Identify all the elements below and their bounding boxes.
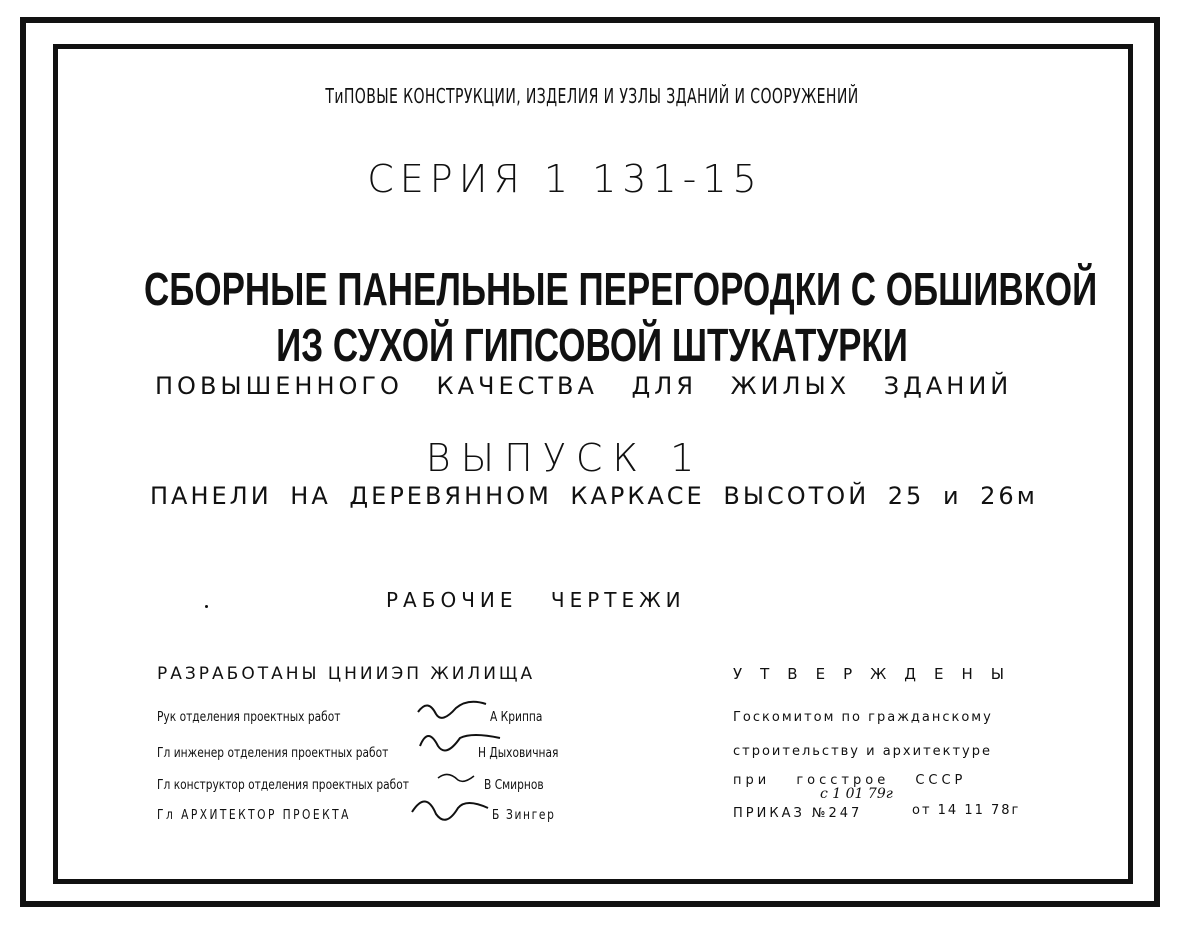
title-line-1: СБОРНЫЕ ПАНЕЛЬНЫЕ ПЕРЕГОРОДКИ С ОБШИВКОЙ bbox=[144, 263, 1098, 315]
approved-title: УТВЕРЖДЕНЫ bbox=[733, 665, 1022, 683]
order-date: от 14 11 78г bbox=[912, 803, 1021, 818]
working-drawings-label: РАБОЧИЕ ЧЕРТЕЖИ bbox=[386, 588, 686, 612]
developer-name-1: А Криппа bbox=[490, 710, 543, 725]
developer-role-4: Гл АРХИТЕКТОР ПРОЕКТА bbox=[157, 808, 351, 823]
approved-line-1: Госкомитом по гражданскому bbox=[733, 710, 993, 725]
developer-name-3: В Смирнов bbox=[484, 778, 544, 793]
developed-by-title: РАЗРАБОТАНЫ ЦНИИЭП ЖИЛИЩА bbox=[157, 664, 536, 684]
developer-role-2: Гл инженер отделения проектных работ bbox=[157, 746, 389, 761]
title-line-2: ИЗ СУХОЙ ГИПСОВОЙ ШТУКАТУРКИ bbox=[276, 319, 908, 371]
order-number: ПРИКАЗ №247 bbox=[733, 806, 863, 821]
subtitle: ПОВЫШЕННОГО КАЧЕСТВА ДЛЯ ЖИЛЫХ ЗДАНИЙ bbox=[155, 372, 1013, 400]
stray-mark bbox=[205, 605, 208, 608]
developer-name-2: Н Дыховичная bbox=[478, 746, 559, 761]
approved-line-2: строительству и архитектуре bbox=[733, 744, 993, 759]
effective-date: с 1 01 79г bbox=[820, 786, 893, 802]
series-number: СЕРИЯ 1 131-15 bbox=[367, 157, 763, 201]
issue-number: ВЫПУСК 1 bbox=[425, 436, 705, 480]
panels-description: ПАНЕЛИ НА ДЕРЕВЯННОМ КАРКАСЕ ВЫСОТОЙ 25 и 26м bbox=[150, 482, 1038, 510]
developer-name-4: Б Зингер bbox=[492, 808, 556, 823]
approved-line-3: при госстрое СССР bbox=[733, 773, 967, 788]
header-text: ТиПОВЫЕ КОНСТРУКЦИИ, ИЗДЕЛИЯ И УЗЛЫ ЗДАНИЙ И СООРУЖЕНИЙ bbox=[325, 84, 859, 108]
handwritten-signatures bbox=[400, 694, 510, 834]
developer-role-3: Гл конструктор отделения проектных работ bbox=[157, 778, 409, 793]
developer-role-1: Рук отделения проектных работ bbox=[157, 710, 341, 725]
